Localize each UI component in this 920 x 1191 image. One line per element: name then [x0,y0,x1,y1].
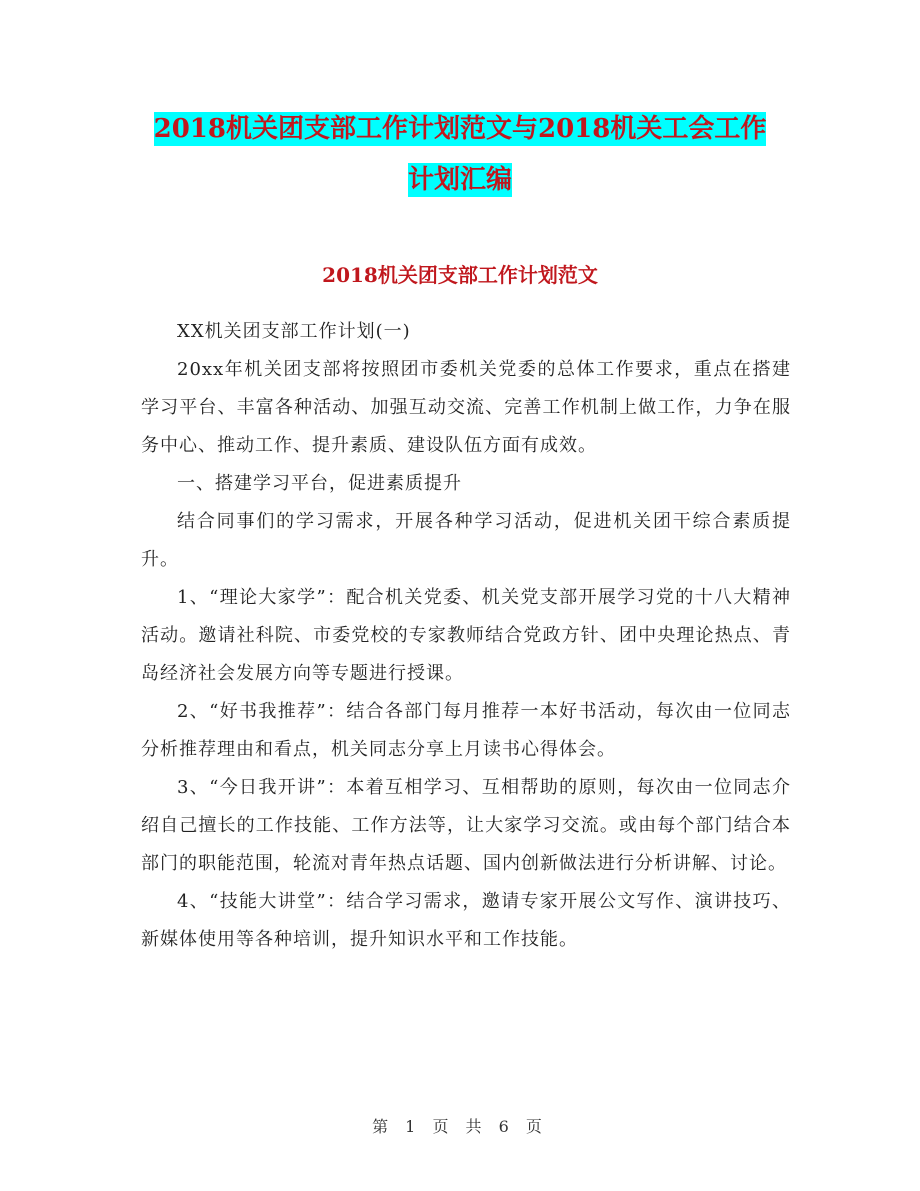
section-title: 2018机关团支部工作计划范文 [322,263,598,287]
paragraph: 3、“今日我开讲”：本着互相学习、互相帮助的原则，每次由一位同志介绍自己擅长的工作技能、工作方法等，让大家学习交流。或由每个部门结合本部门的职能范围，轮流对青年热点话题、国内创新做法进行分析讲解、讨论。 [141,777,791,874]
paragraph: 一、搭建学习平台，促进素质提升 [177,473,462,494]
main-title-line-2: 计划汇编 [407,165,512,195]
paragraph: 1、“理论大家学”：配合机关党委、机关党支部开展学习党的十八大精神活动。邀请社科院、市委党校的专家教师结合党政方针、团中央理论热点、青岛经济社会发展方向等专题进行授课。 [141,587,791,684]
main-title-line-1: 2018机关团支部工作计划范文与2018机关工会工作 [153,114,767,144]
body-text [141,313,791,959]
paragraph: XX机关团支部工作计划(一) [177,321,411,342]
paragraph: 结合同事们的学习需求，开展各种学习活动，促进机关团干综合素质提升。 [141,511,791,570]
page-footer: 第 1 页 共 6 页 [372,1117,548,1136]
paragraph: 20xx年机关团支部将按照团市委机关党委的总体工作要求，重点在搭建学习平台、丰富各种活动、加强互动交流、完善工作机制上做工作，力争在服务中心、推动工作、提升素质、建设队伍方面有成效。 [141,359,791,456]
paragraph: 2、“好书我推荐”：结合各部门每月推荐一本好书活动，每次由一位同志分析推荐理由和看点，机关同志分享上月读书心得体会。 [141,701,791,760]
paragraph: 4、“技能大讲堂”：结合学习需求，邀请专家开展公文写作、演讲技巧、新媒体使用等各种培训，提升知识水平和工作技能。 [141,891,791,950]
